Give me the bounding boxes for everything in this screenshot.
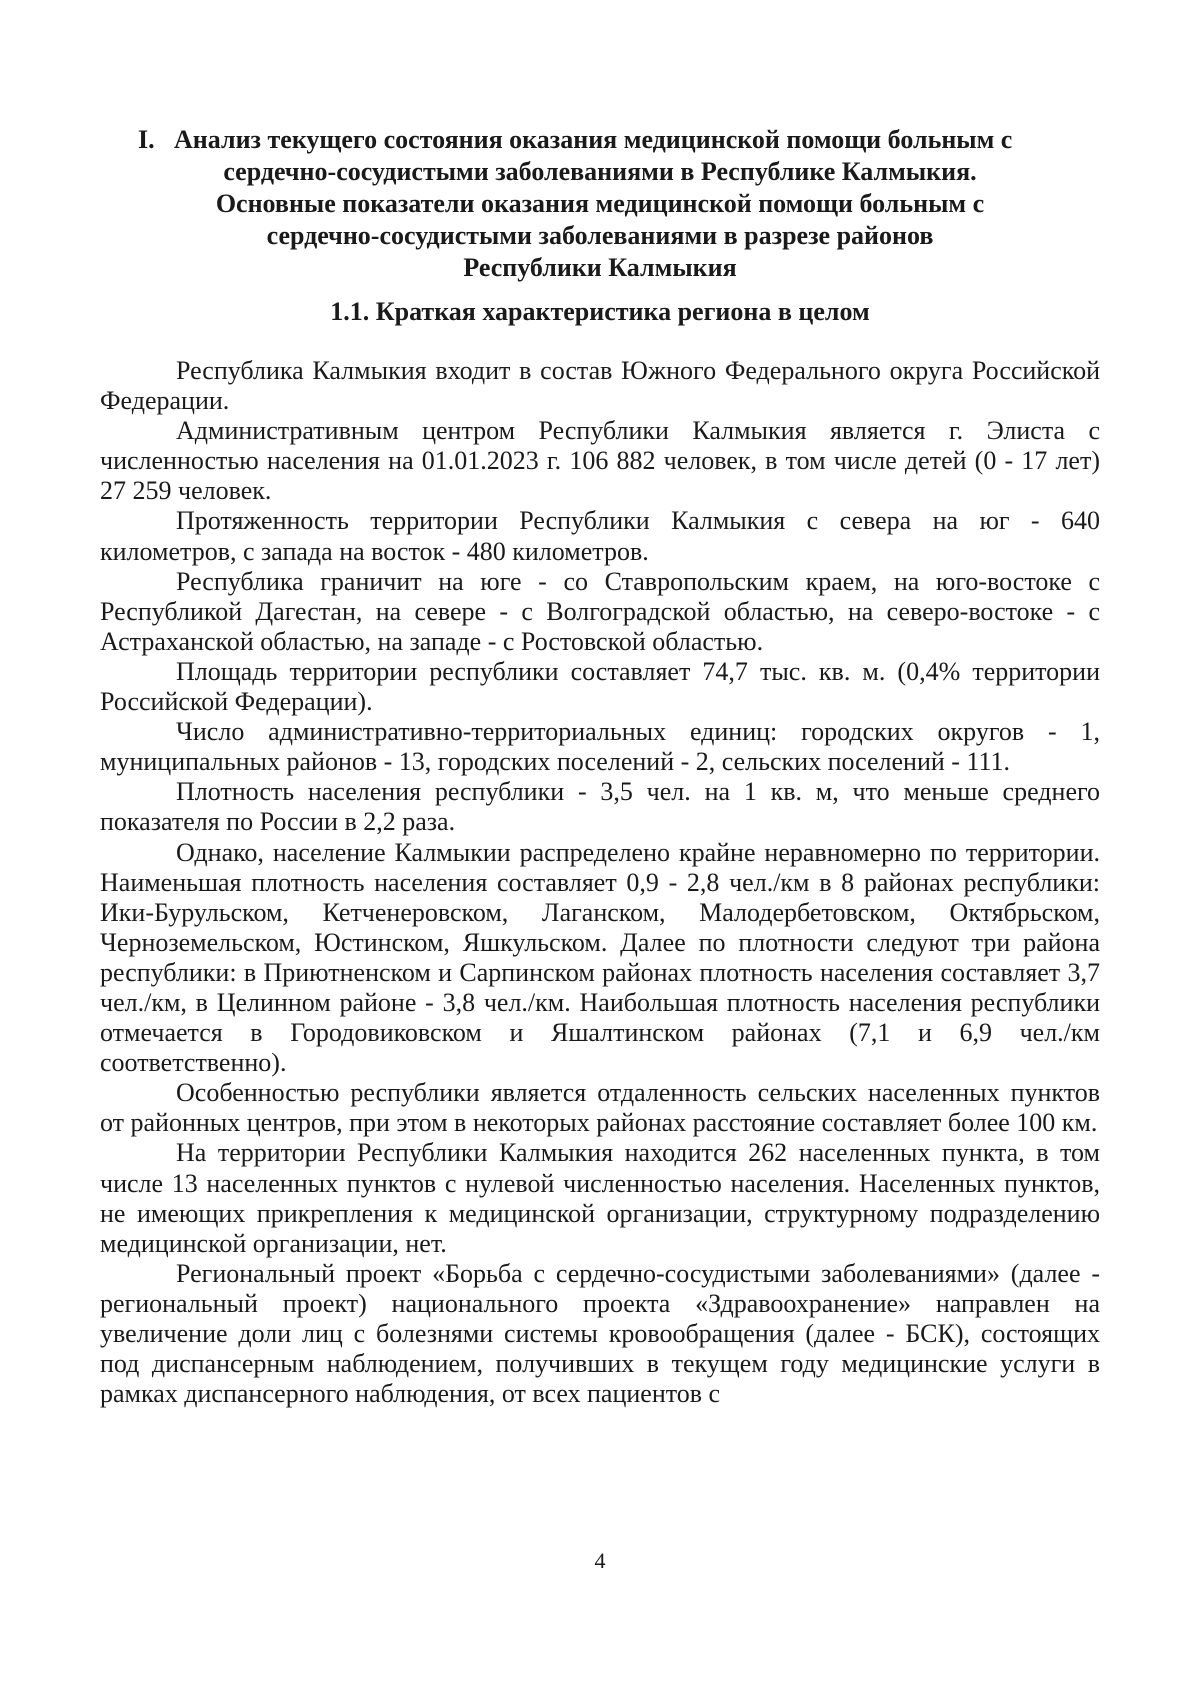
subsection-heading: 1.1. Краткая характеристика региона в целом [330,297,870,326]
paragraph: На территории Республики Калмыкия находится 262 населенных пункта, в том числе 13 населенных пунктов с нулевой численностью населения. Населенных пунктов, не имеющих прикрепления к медицинской организации, структурному подразделению медицинской организации, нет. [100,1138,1100,1258]
paragraph: Число административно-территориальных единиц: городских округов - 1, муниципальных районов - 13, городских поселений - 2, сельских поселений - 111. [100,717,1100,777]
paragraph: Административным центром Республики Калмыкия является г. Элиста с численностью населения на 01.01.2023 г. 106 882 человек, в том числе детей (0 - 17 лет) 27 259 человек. [100,416,1100,506]
section-number: I. [138,125,155,154]
paragraph: Особенностью республики является отдаленность сельских населенных пунктов от районных центров, при этом в некоторых районах расстояние составляет более 100 км. [100,1078,1100,1138]
section-heading-line: Республики Калмыкия [463,253,737,282]
paragraph: Плотность населения республики - 3,5 чел. на 1 кв. м, что меньше среднего показателя по России в 2,2 раза. [100,777,1100,837]
paragraph: Площадь территории республики составляет 74,7 тыс. кв. м. (0,4% территории Российской Федерации). [100,656,1100,717]
section-heading-line: сердечно-сосудистыми заболеваниями в Республике Калмыкия. [223,157,977,186]
section-heading-line: Основные показатели оказания медицинской помощи больным с [215,189,985,218]
paragraph: Однако, население Калмыкии распределено крайне неравномерно по территории. Наименьшая плотность населения составляет 0,9 - 2,8 чел./км в 8 районах республики: Ики-Бурульском, Кетченеровском, Лаганском, Малодербетовском, Октябрьском, Черноземельском, Юстинском, Яшкульском. Далее по плотности следуют три района республики: в Приютненском и Сарпинском районах плотность населения составляет 3,7 чел./км, в Целинном районе - 3,8 чел./км. Наибольшая плотность населения республики отмечается в Городовиковском и Яшалтинском районах (7,1 и 6,9 чел./км соответственно). [100,837,1100,1078]
section-heading-line: сердечно-сосудистыми заболеваниями в разрезе районов [266,221,934,250]
page-number: 4 [594,1548,606,1573]
paragraph: Региональный проект «Борьба с сердечно-сосудистыми заболеваниями» (далее - региональный проект) национального проекта «Здравоохранение» направлен на увеличение доли лиц с болезнями системы кровообращения (далее - БСК), состоящих под диспансерным наблюдением, получивших в текущем году медицинские услуги в рамках диспансерного наблюдения, от всех пациентов с [100,1258,1100,1409]
section-heading-line [100,124,1100,156]
section-heading-text: Анализ текущего состояния оказания медицинской помощи больным с [174,125,1013,154]
paragraph: Протяженность территории Республики Калмыкия с севера на юг - 640 километров, с запада на восток - 480 километров. [100,506,1100,566]
paragraph: Республика граничит на юге - со Ставропольским краем, на юго-востоке с Республикой Дагестан, на севере - с Волгоградской областью, на северо-востоке - с Астраханской областью, на западе - с Ростовской областью. [100,566,1100,656]
section-heading [100,124,1100,284]
paragraph: Республика Калмыкия входит в состав Южного Федерального округа Российской Федерации. [100,356,1100,416]
body-text [100,356,1100,1409]
